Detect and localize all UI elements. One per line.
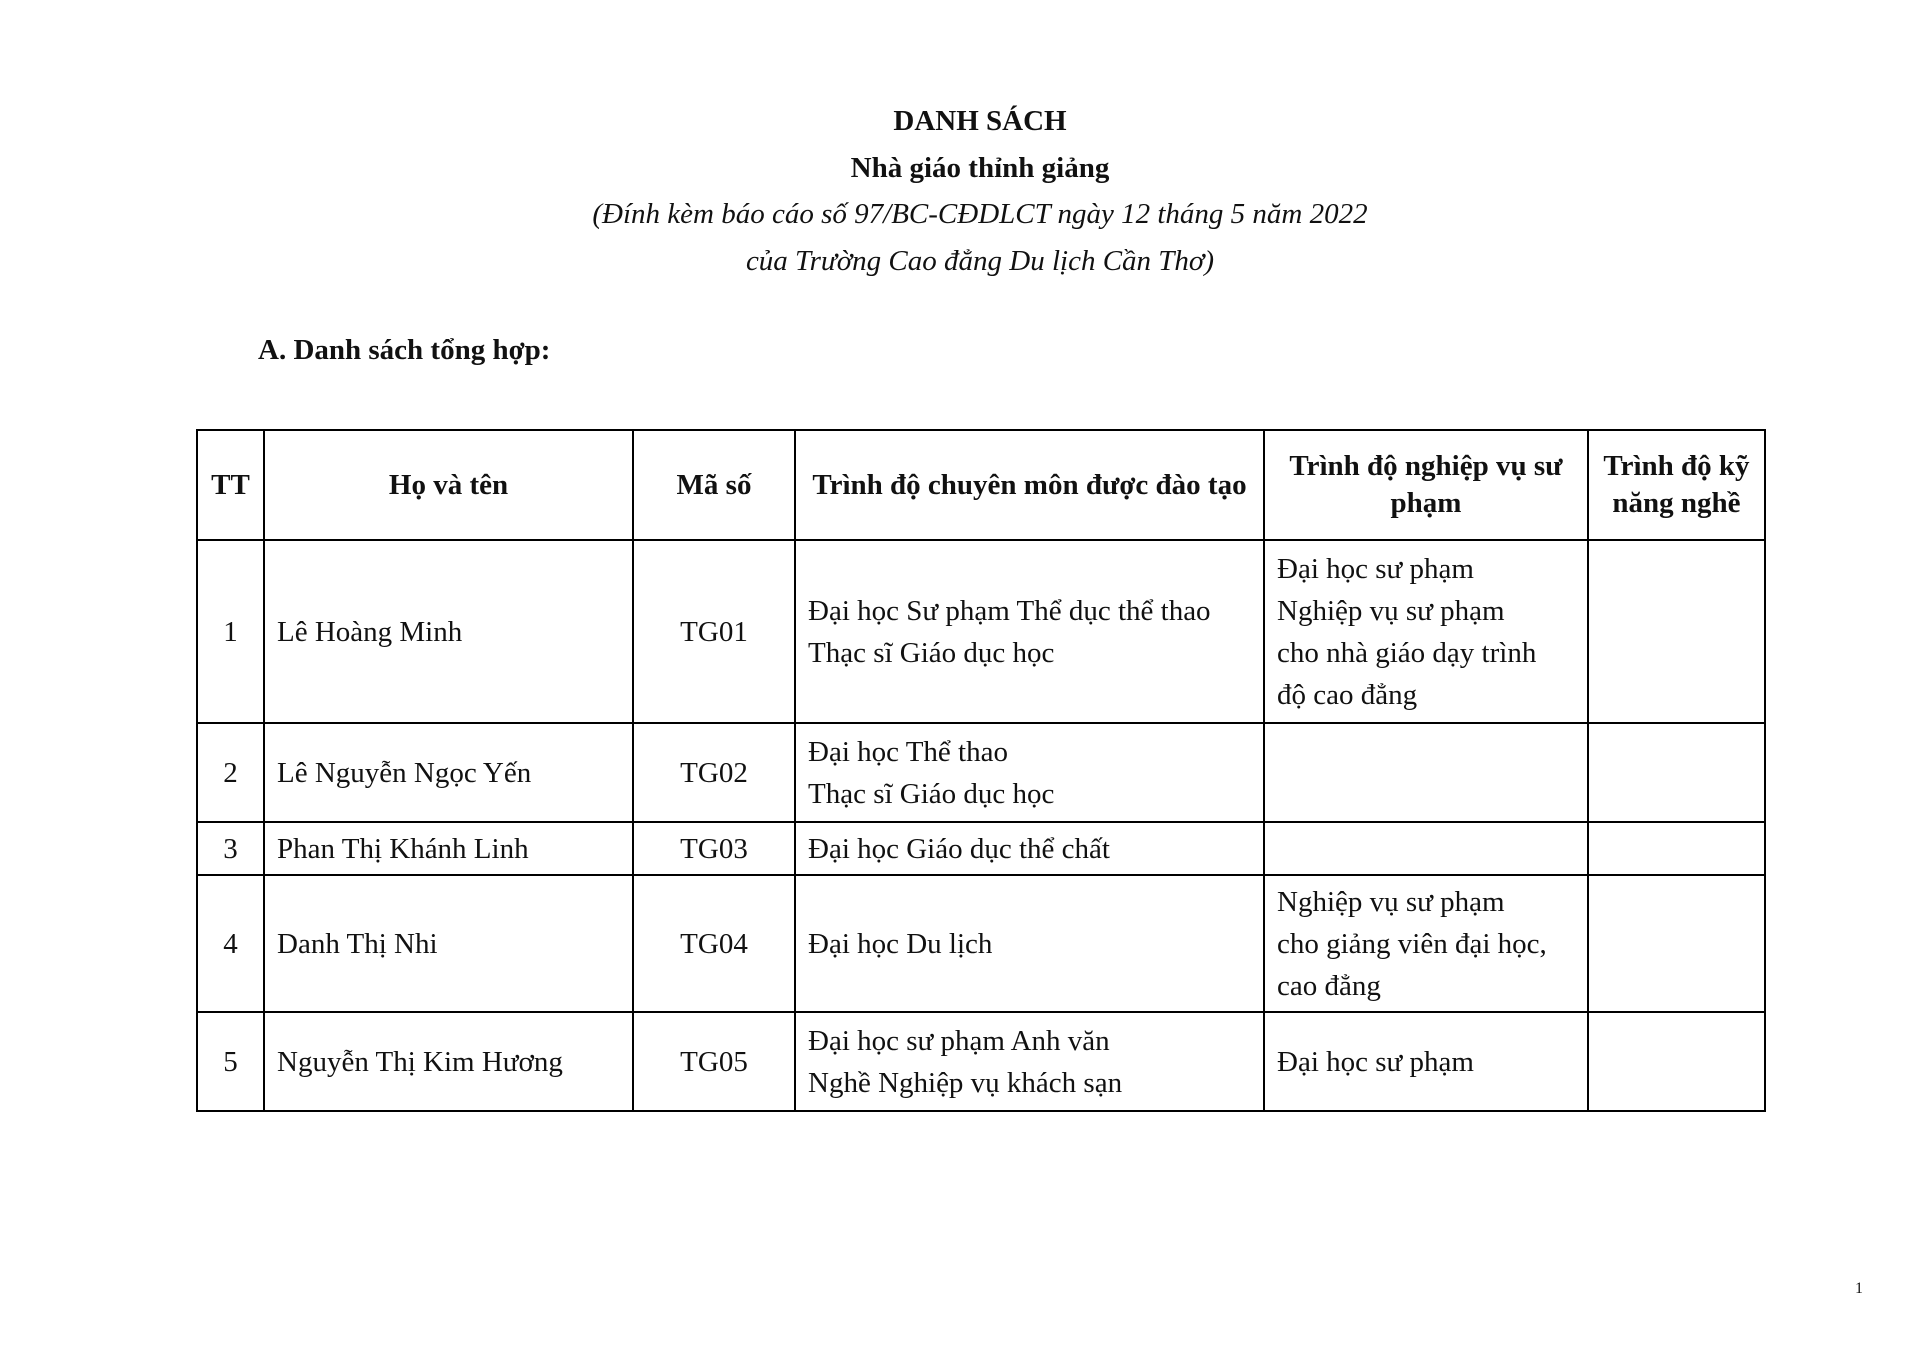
cell-name: Phan Thị Khánh Linh xyxy=(264,822,633,875)
document-title: DANH SÁCH xyxy=(893,105,1067,137)
table-row xyxy=(197,540,1765,723)
cell-name: Danh Thị Nhi xyxy=(264,875,633,1012)
cell-name: Lê Hoàng Minh xyxy=(264,540,633,723)
qualification-line: Đại học Giáo dục thể chất xyxy=(808,832,1110,865)
cell-code: TG01 xyxy=(633,540,795,723)
table-row xyxy=(197,723,1765,822)
pedagogy-line: độ cao đẳng xyxy=(1277,678,1418,711)
table-header-row xyxy=(197,430,1765,540)
cell-tt: 5 xyxy=(197,1012,264,1111)
pedagogy-line: Đại học sư phạm xyxy=(1277,552,1474,585)
cell-tt: 3 xyxy=(197,822,264,875)
document-header xyxy=(0,98,1920,284)
pedagogy-line: Nghiệp vụ sư phạm xyxy=(1277,885,1505,918)
qualification-line: Thạc sĩ Giáo dục học xyxy=(808,777,1055,810)
column-header-pedagogy: Trình độ nghiệp vụ sư phạm xyxy=(1264,430,1588,540)
column-header-code: Mã số xyxy=(633,430,795,540)
section-heading: A. Danh sách tổng hợp: xyxy=(258,334,551,366)
cell-skill xyxy=(1588,540,1765,723)
qualification-line: Đại học Thể thao xyxy=(808,735,1008,768)
qualification-line: Đại học Sư phạm Thể dục thể thao xyxy=(808,594,1211,627)
table-row xyxy=(197,822,1765,875)
table-row xyxy=(197,1012,1765,1111)
column-header-name: Họ và tên xyxy=(264,430,633,540)
document-subtitle: Nhà giáo thỉnh giảng xyxy=(850,151,1110,184)
pedagogy-line: cho nhà giáo dạy trình xyxy=(1277,636,1537,669)
cell-skill xyxy=(1588,723,1765,822)
pedagogy-line: Đại học sư phạm xyxy=(1277,1045,1474,1078)
teacher-table xyxy=(196,429,1766,1112)
cell-tt: 4 xyxy=(197,875,264,1012)
qualification-line: Đại học sư phạm Anh văn xyxy=(808,1024,1110,1057)
cell-code: TG05 xyxy=(633,1012,795,1111)
cell-qualification xyxy=(795,1012,1264,1111)
reference-note-line-2: của Trường Cao đẳng Du lịch Cần Thơ) xyxy=(745,244,1215,277)
table-row xyxy=(197,875,1765,1012)
qualification-line: Thạc sĩ Giáo dục học xyxy=(808,636,1055,669)
qualification-line: Đại học Du lịch xyxy=(808,927,993,960)
cell-code: TG02 xyxy=(633,723,795,822)
column-header-qualification: Trình độ chuyên môn được đào tạo xyxy=(795,430,1264,540)
cell-tt: 2 xyxy=(197,723,264,822)
reference-note-line-1: (Đính kèm báo cáo số 97/BC-CĐDLCT ngày 12 tháng 5 năm 2022 xyxy=(592,198,1368,230)
page-number: 1 xyxy=(1855,1280,1863,1297)
pedagogy-line: Nghiệp vụ sư phạm xyxy=(1277,594,1505,627)
cell-pedagogy xyxy=(1264,723,1588,822)
cell-tt: 1 xyxy=(197,540,264,723)
pedagogy-line: cao đẳng xyxy=(1277,969,1381,1002)
cell-skill xyxy=(1588,1012,1765,1111)
cell-pedagogy xyxy=(1264,822,1588,875)
cell-pedagogy xyxy=(1264,875,1588,1012)
qualification-line: Nghề Nghiệp vụ khách sạn xyxy=(808,1066,1123,1099)
cell-code: TG04 xyxy=(633,875,795,1012)
pedagogy-line: cho giảng viên đại học, xyxy=(1277,927,1547,960)
column-header-skill: Trình độ kỹ năng nghề xyxy=(1588,430,1765,540)
cell-qualification xyxy=(795,875,1264,1012)
cell-code: TG03 xyxy=(633,822,795,875)
cell-qualification xyxy=(795,822,1264,875)
cell-qualification xyxy=(795,540,1264,723)
cell-pedagogy xyxy=(1264,1012,1588,1111)
cell-qualification xyxy=(795,723,1264,822)
cell-skill xyxy=(1588,822,1765,875)
cell-name: Lê Nguyễn Ngọc Yến xyxy=(264,723,633,822)
cell-skill xyxy=(1588,875,1765,1012)
column-header-tt: TT xyxy=(197,430,264,540)
cell-pedagogy xyxy=(1264,540,1588,723)
cell-name: Nguyễn Thị Kim Hương xyxy=(264,1012,633,1111)
